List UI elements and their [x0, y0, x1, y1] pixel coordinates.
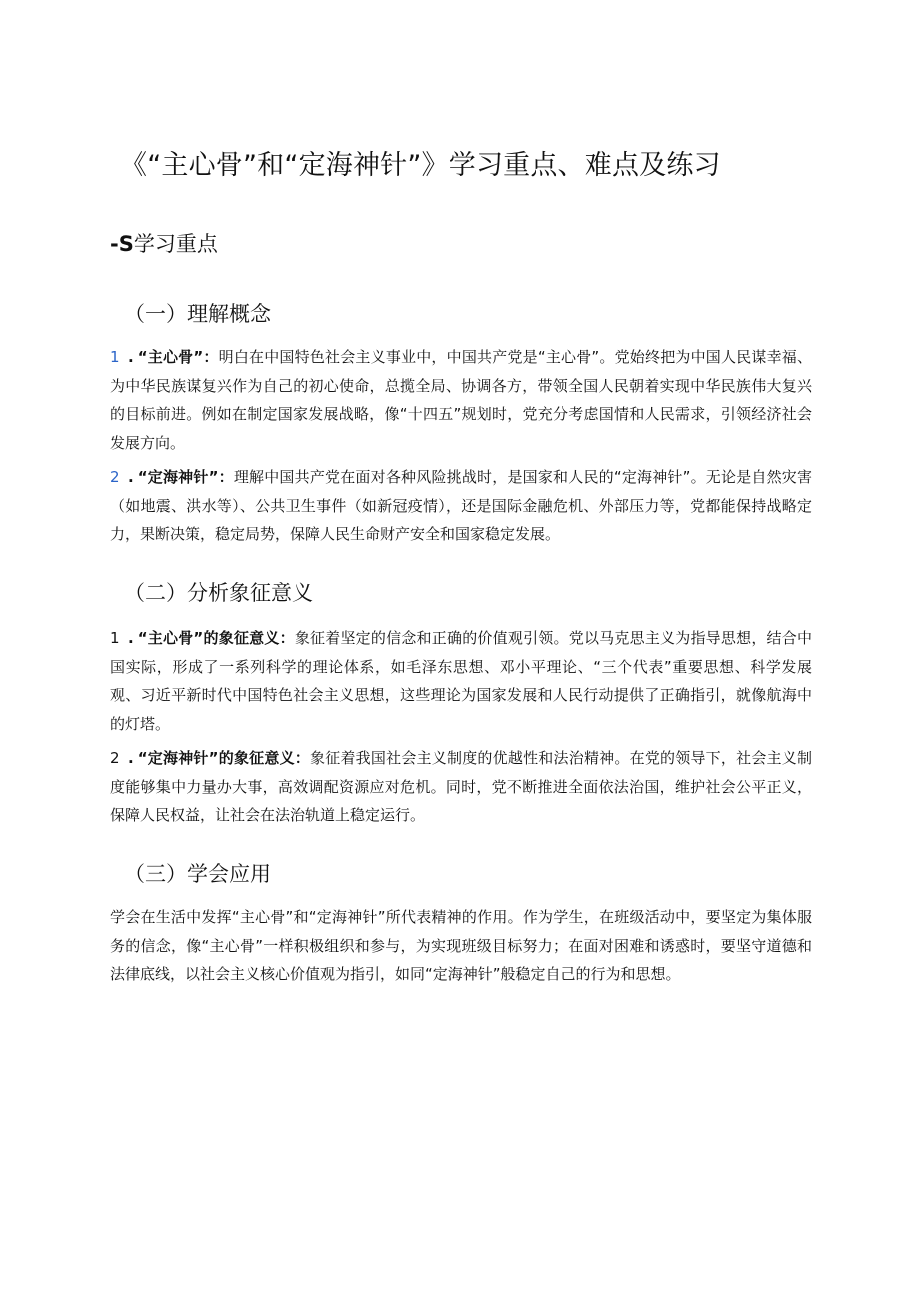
item-term: “定海神针”：: [137, 468, 234, 486]
item-number: 1: [110, 629, 120, 647]
item-number: 2: [110, 749, 120, 767]
concept-item-2: [110, 463, 812, 549]
section-heading: [110, 228, 218, 260]
item-number: 2: [110, 468, 120, 486]
item-dot: .: [128, 468, 134, 486]
document-title: 《“主心骨”和“定海神针”》学习重点、难点及练习: [120, 150, 721, 181]
section-label: 学习重点: [133, 232, 218, 256]
item-dot: .: [128, 749, 134, 767]
item-term: “主心骨”：: [137, 348, 219, 366]
item-text: 理解中国共产党在面对各种风险挑战时，是国家和人民的“定海神针”。无论是自然灾害（如地震、洪水等）、公共卫生事件（如新冠疫情），还是国际金融危机、外部压力等，党都能保持战略定力，果断决策，稳定局势，保障人民生命财产安全和国家稳定发展。: [110, 468, 813, 543]
item-term: “定海神针”的象征意义：: [137, 749, 311, 767]
item-number: 1: [110, 348, 120, 366]
subheading-apply: （三）学会应用: [124, 862, 271, 886]
item-term: “主心骨”的象征意义：: [137, 629, 295, 647]
item-text: 象征着坚定的信念和正确的价值观引领。党以马克思主义为指导思想，结合中国实际，形成了一系列科学的理论体系，如毛泽东思想、邓小平理论、“三个代表”重要思想、科学发展观、习近平新时代中国特色社会主义思想，这些理论为国家发展和人民行动提供了正确指引，就像航海中的灯塔。: [110, 629, 812, 733]
item-dot: .: [128, 629, 134, 647]
item-text: 象征着我国社会主义制度的优越性和法治精神。在党的领导下，社会主义制度能够集中力量办大事，高效调配资源应对危机。同时，党不断推进全面依法治国，维护社会公平正义，保障人民权益，让社会在法治轨道上稳定运行。: [110, 749, 812, 824]
item-text: 明白在中国特色社会主义事业中，中国共产党是“主心骨”。党始终把为中国人民谋幸福、为中华民族谋复兴作为自己的初心使命，总揽全局、协调各方，带领全国人民朝着实现中华民族伟大复兴的目标前进。例如在制定国家发展战略，像“十四五”规划时，党充分考虑国情和人民需求，引领经济社会发展方向。: [110, 348, 812, 452]
concept-item-1: [110, 343, 812, 457]
application-paragraph: 学会在生活中发挥“主心骨”和“定海神针”所代表精神的作用。作为学生，在班级活动中，要坚定为集体服务的信念，像“主心骨”一样积极组织和参与，为实现班级目标努力；在面对困难和诱惑时，要坚守道德和法律底线，以社会主义核心价值观为指引，如同“定海神针”般稳定自己的行为和思想。: [110, 908, 812, 983]
symbol-item-2: [110, 744, 812, 830]
symbol-item-1: [110, 624, 812, 738]
subheading-symbolic-meaning: （二）分析象征意义: [124, 581, 313, 605]
section-prefix: -S: [110, 232, 134, 256]
item-dot: .: [128, 348, 134, 366]
subheading-understand-concepts: （一）理解概念: [124, 302, 271, 326]
